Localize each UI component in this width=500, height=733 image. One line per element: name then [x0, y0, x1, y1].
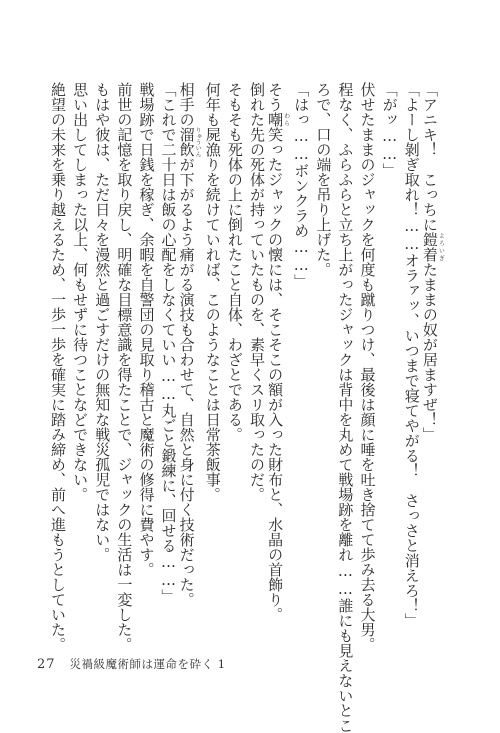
text-line-9: 倒れた先の死体が持っていたものを、素早くスリ取ったのだ。	[247, 82, 266, 502]
text-line-5: 程なく、ふらふらと立ち上がったジャックは背中を丸めて戦場跡を離れ……誰にも見えないとこ	[336, 82, 355, 733]
running-title: 災禍級魔術師は運命を砕く 1	[69, 657, 226, 671]
page-footer	[37, 656, 226, 672]
text-line-4: 伏せたままのジャックを何度も蹴りつけ、最後は顔に唾を吐き捨てて歩み去る大男。	[358, 82, 377, 652]
text-line-17: 思い出してしまった以上、何もせずに待つことなどできない。	[71, 82, 90, 502]
text-line-15: 前世の記憶を取り戻し、明確な目標意識を得たことで、ジャックの生活は一変した。	[115, 82, 134, 652]
text-line-1: 「アニキ！ こっちに鎧着よろいぎたままの奴が居ますぜ！」	[420, 82, 445, 442]
text-line-12: 相手の溜飲りゅういんが下がるよう痛がる演技も合わせて、自然と身に付く技術だった。	[177, 82, 202, 607]
text-line-11: 何年も屍漁りを続けていれば、このようなことは日常茶飯事。	[203, 82, 222, 502]
text-line-13: 「これで二十日は飯の心配をしなくていい……丸ごと鍛練に、回せる……」	[159, 82, 178, 604]
text-line-7: 「はっ……ボンクラめ……」	[292, 82, 311, 289]
text-line-6: ろで、口の端を吊り上げた。	[314, 82, 333, 277]
text-line-3: 「がッ……」	[380, 82, 399, 178]
text-line-10: そもそも死体の上に倒れたこと自体、わざとである。	[225, 82, 244, 442]
text-line-14: 戦場跡で日銭を稼ぎ、余暇を自警団の見取り稽古と魔術の修得に費やす。	[137, 82, 156, 577]
text-line-18: 絶望の未来を乗り越えるため、一歩一歩を確実に踏み締め、前へ進もうとしていた。	[49, 82, 67, 652]
page-number: 27	[37, 657, 56, 672]
text-line-2: 「よーし剝ぎ取れ！……オラァッ、いつまで寝てやがる！ さっさと消えろ！」	[402, 82, 421, 628]
text-line-8: そう嘲わら笑ったジャックの懐には、そこそこの額が入った財布と、水晶の首飾り。	[266, 82, 290, 622]
text-line-16: もはや彼は、ただ日々を漫然と過ごすだけの無知な戦災孤児ではない。	[93, 82, 112, 562]
